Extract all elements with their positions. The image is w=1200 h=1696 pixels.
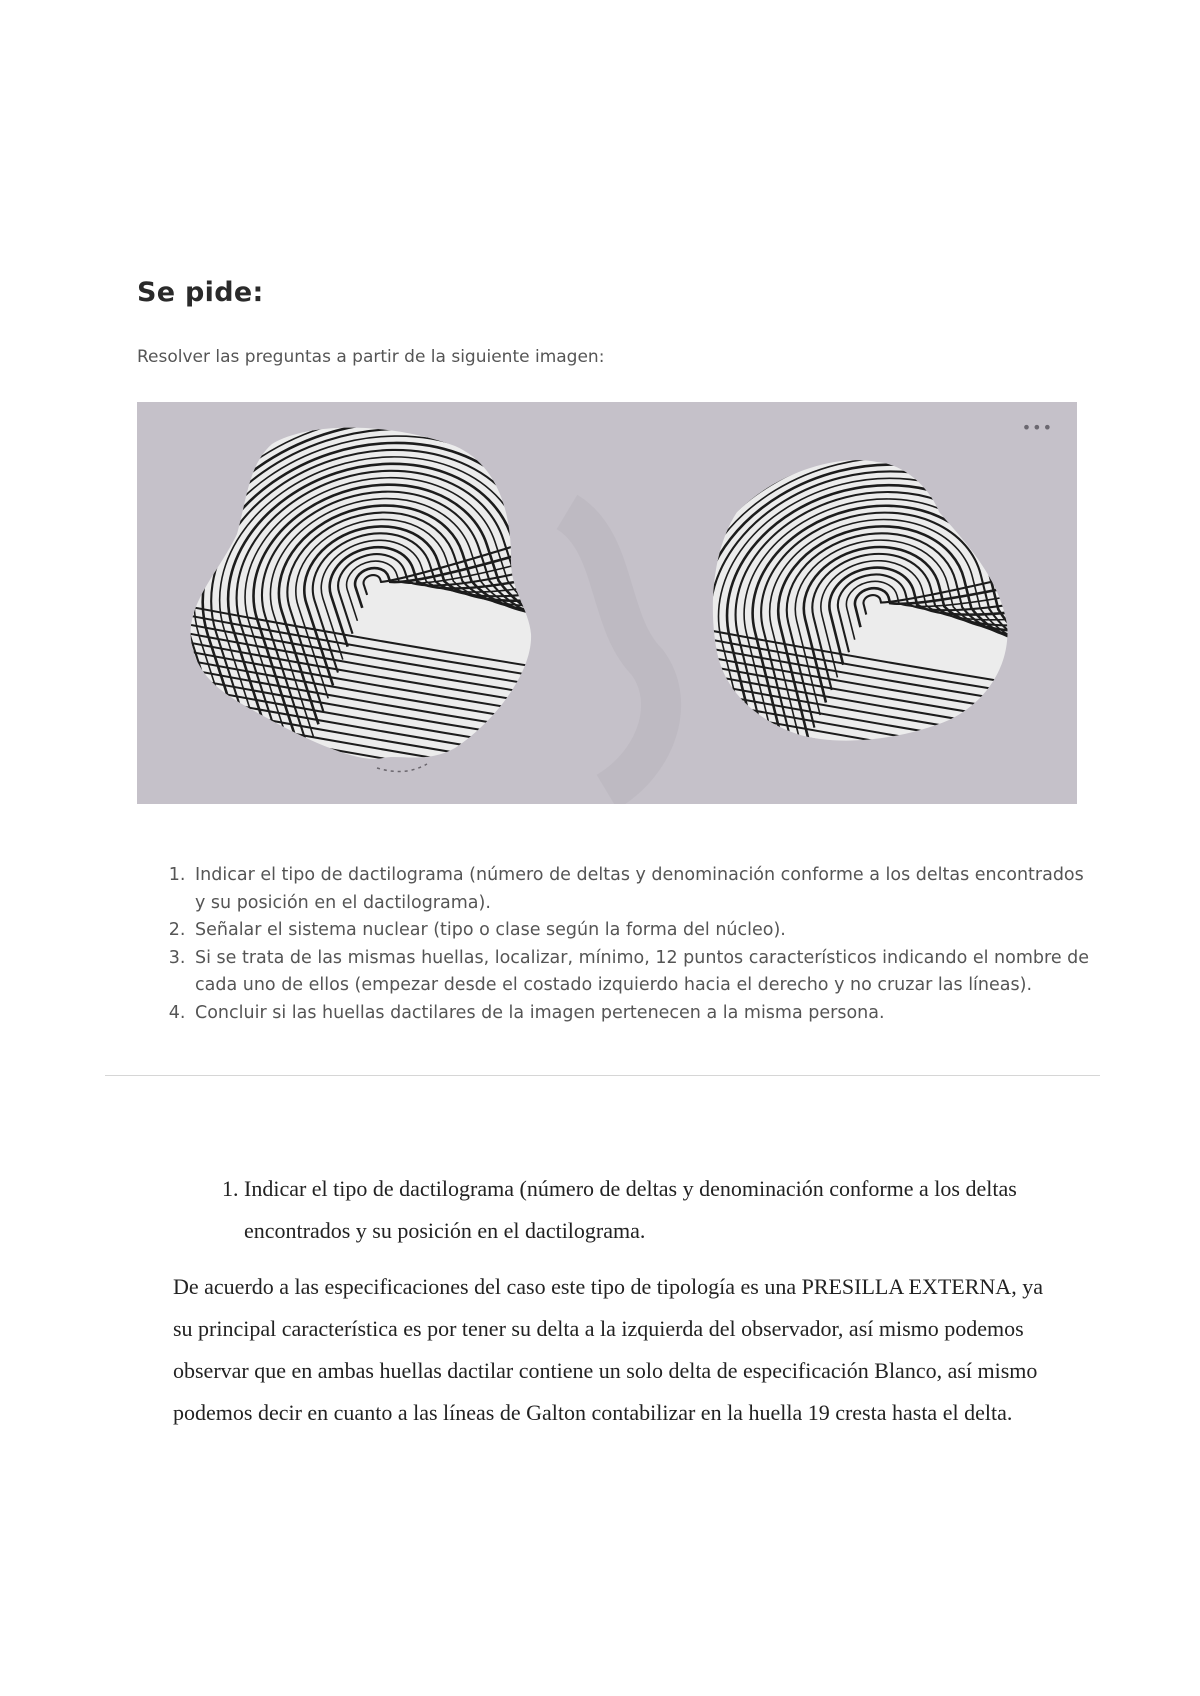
answer-paragraph: De acuerdo a las especificaciones del caso este tipo de tipología es una PRESILLA EXTERNA, ya su principal característica es por tener su delta a la izquierda del observador, así mismo podemos observar que en ambas huellas dactilar contiene un solo delta de especificación Blanco, así mismo podemos decir en cuanto a las líneas de Galton contabilizar en la huella 19 cresta hasta el delta. [173, 1274, 1043, 1425]
section-heading: Se pide: [137, 277, 264, 308]
more-options-icon[interactable]: ••• [1021, 418, 1053, 437]
answer-item-1: 1. Indicar el tipo de dactilograma (número de deltas y denominación conforme a los deltas encontrados y su posición en el dactilograma. [244, 1168, 1074, 1252]
question-item-1: 1. Indicar el tipo de dactilograma (número de deltas y denominación conforme a los deltas encontrados y su posición en el dactilograma). [191, 862, 1091, 917]
question-item-4: 4. Concluir si las huellas dactilares de la imagen pertenecen a la misma persona. [191, 1000, 1091, 1028]
question-item-2: 2. Señalar el sistema nuclear (tipo o clase según la forma del núcleo). [191, 917, 1091, 945]
questions-list [165, 862, 1091, 1027]
fingerprints-image [137, 402, 1077, 804]
divider-line [105, 1075, 1100, 1076]
answer-list [208, 1168, 1074, 1252]
intro-text: Resolver las preguntas a partir de la siguiente imagen: [137, 347, 605, 367]
question-item-3: 3. Si se trata de las mismas huellas, localizar, mínimo, 12 puntos característicos indicando el nombre de cada uno de ellos (empezar desde el costado izquierdo hacia el derecho y no cruzar las líneas). [191, 945, 1091, 1000]
fingerprints-illustration [137, 402, 1077, 804]
embedded-screenshot [105, 255, 1095, 1075]
